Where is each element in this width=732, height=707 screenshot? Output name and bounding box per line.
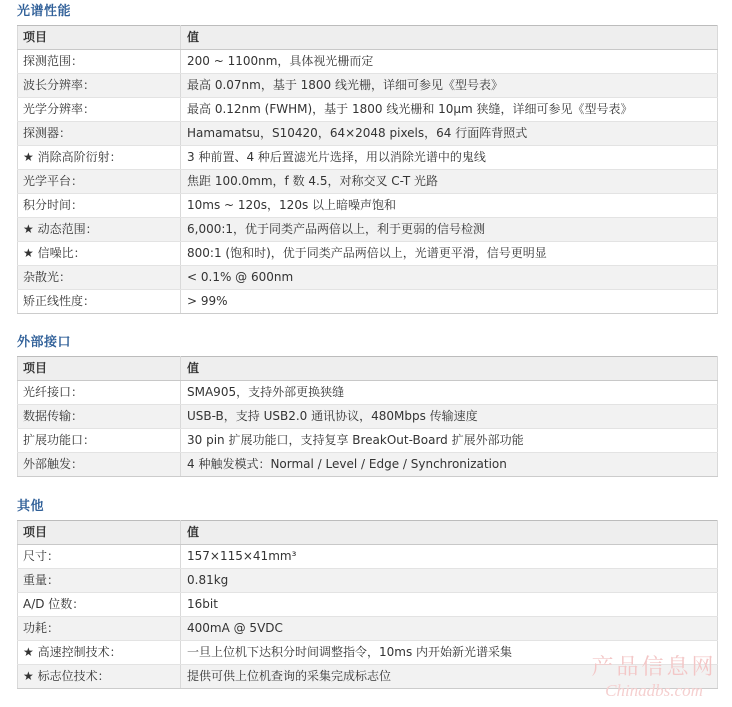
row-label: A/D 位数：: [18, 593, 181, 617]
table-row: [18, 593, 718, 617]
table-row: [18, 641, 718, 665]
table-row: [18, 218, 718, 242]
row-label: 波长分辨率：: [18, 74, 181, 98]
row-value: 6,000:1，优于同类产品两倍以上，利于更弱的信号检测: [181, 218, 718, 242]
table-row: [18, 290, 718, 314]
spec-table-interface: [17, 356, 718, 477]
table-header-row: [18, 357, 718, 381]
row-value: 157×115×41mm³: [181, 545, 718, 569]
header-item: 项目: [18, 26, 181, 50]
table-row: [18, 569, 718, 593]
header-value: 值: [181, 26, 718, 50]
watermark-cn: 产品信息网: [591, 655, 717, 680]
row-value: < 0.1% @ 600nm: [181, 266, 718, 290]
table-row: [18, 405, 718, 429]
row-label: 功耗：: [18, 617, 181, 641]
header-value: 值: [181, 357, 718, 381]
spec-table-other: [17, 520, 718, 689]
row-value: 400mA @ 5VDC: [181, 617, 718, 641]
table-row: [18, 146, 718, 170]
table-header-row: [18, 521, 718, 545]
row-value: Hamamatsu，S10420，64×2048 pixels，64 行面阵背照式: [181, 122, 718, 146]
table-row: [18, 381, 718, 405]
table-row: [18, 665, 718, 689]
section-title-spectral: 光谱性能: [17, 4, 72, 19]
header-item: 项目: [18, 357, 181, 381]
row-value: 10ms ~ 120s，120s 以上暗噪声饱和: [181, 194, 718, 218]
table-row: [18, 194, 718, 218]
row-value: SMA905，支持外部更换狭缝: [181, 381, 718, 405]
row-label: ★ 消除高阶衍射：: [18, 146, 181, 170]
row-value: 焦距 100.0mm，f 数 4.5，对称交叉 C-T 光路: [181, 170, 718, 194]
table-row: [18, 453, 718, 477]
section-title-interface: 外部接口: [17, 335, 72, 350]
row-label: 重量：: [18, 569, 181, 593]
row-value: 16bit: [181, 593, 718, 617]
row-value: 3 种前置、4 种后置滤光片选择，用以消除光谱中的鬼线: [181, 146, 718, 170]
table-row: [18, 170, 718, 194]
table-row: [18, 122, 718, 146]
row-value: 800:1 (饱和时)，优于同类产品两倍以上，光谱更平滑，信号更明显: [181, 242, 718, 266]
table-header-row: [18, 26, 718, 50]
row-label: ★ 标志位技术：: [18, 665, 181, 689]
row-label: ★ 动态范围：: [18, 218, 181, 242]
section-title-other: 其他: [17, 499, 45, 514]
row-label: 矫正线性度：: [18, 290, 181, 314]
row-label: ★ 高速控制技术：: [18, 641, 181, 665]
row-label: 探测范围：: [18, 50, 181, 74]
row-label: 积分时间：: [18, 194, 181, 218]
row-value: 最高 0.12nm (FWHM)，基于 1800 线光栅和 10μm 狭缝，详细可参见《型号表》: [181, 98, 718, 122]
row-value: 最高 0.07nm，基于 1800 线光栅，详细可参见《型号表》: [181, 74, 718, 98]
row-value: USB-B，支持 USB2.0 通讯协议，480Mbps 传输速度: [181, 405, 718, 429]
row-label: 光学分辨率：: [18, 98, 181, 122]
table-row: [18, 429, 718, 453]
row-value: > 99%: [181, 290, 718, 314]
row-label: 探测器：: [18, 122, 181, 146]
row-label: 外部触发：: [18, 453, 181, 477]
table-row: [18, 98, 718, 122]
row-value: 一旦上位机下达积分时间调整指令，10ms 内开始新光谱采集: [181, 641, 718, 665]
table-row: [18, 50, 718, 74]
row-label: 光纤接口：: [18, 381, 181, 405]
row-label: 杂散光：: [18, 266, 181, 290]
spec-table-spectral: [17, 25, 718, 314]
row-value: 30 pin 扩展功能口，支持复享 BreakOut-Board 扩展外部功能: [181, 429, 718, 453]
row-label: 光学平台：: [18, 170, 181, 194]
row-value: 0.81kg: [181, 569, 718, 593]
table-row: [18, 242, 718, 266]
row-label: 扩展功能口：: [18, 429, 181, 453]
row-label: 尺寸：: [18, 545, 181, 569]
row-value: 200 ~ 1100nm，具体视光栅而定: [181, 50, 718, 74]
watermark-en: Chinadbs.com: [605, 681, 703, 700]
table-row: [18, 545, 718, 569]
row-label: ★ 信噪比：: [18, 242, 181, 266]
row-label: 数据传输：: [18, 405, 181, 429]
row-value: 提供可供上位机查询的采集完成标志位: [181, 665, 718, 689]
table-row: [18, 617, 718, 641]
table-row: [18, 266, 718, 290]
header-item: 项目: [18, 521, 181, 545]
table-row: [18, 74, 718, 98]
header-value: 值: [181, 521, 718, 545]
row-value: 4 种触发模式：Normal / Level / Edge / Synchronization: [181, 453, 718, 477]
